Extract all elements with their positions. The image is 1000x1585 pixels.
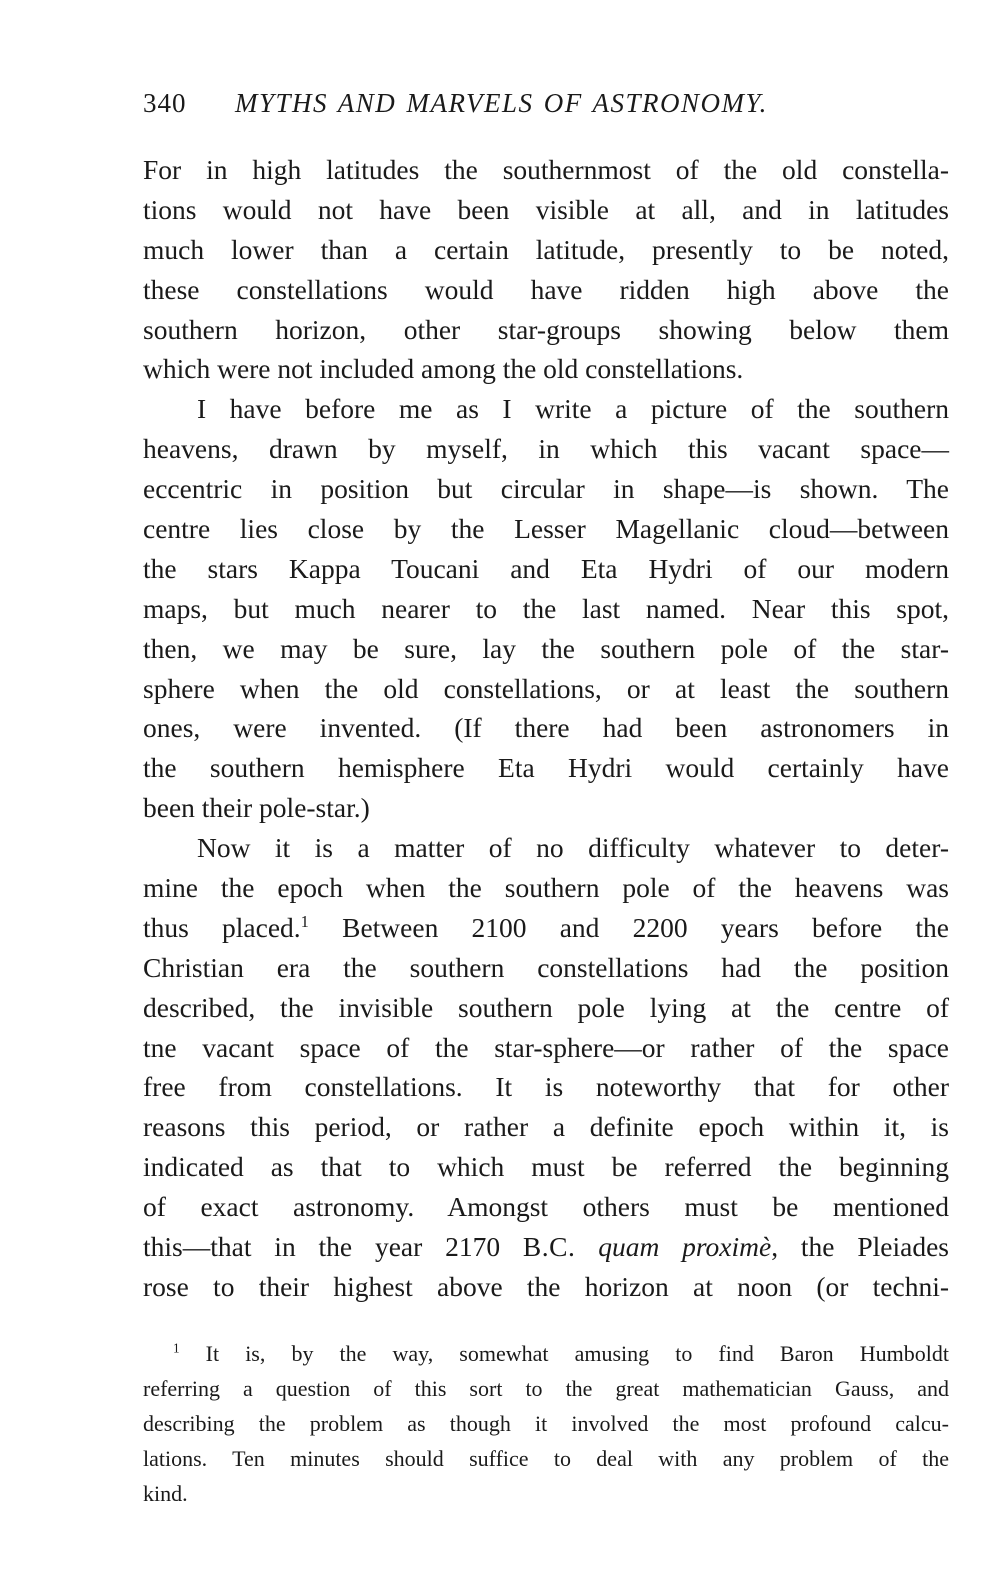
footnote-line: lations. Ten minutes should suffice to deal with any problem of the xyxy=(143,1446,949,1471)
footnote-line: describing the problem as though it involved the most profound calcu- xyxy=(143,1411,949,1436)
text-line: rose to their highest above the horizon at noon (or techni- xyxy=(143,1270,949,1302)
text-line: centre lies close by the Lesser Magellanic cloud—between xyxy=(143,513,949,545)
text-line: of exact astronomy. Amongst others must be mentioned xyxy=(143,1191,949,1223)
footnote xyxy=(143,1336,949,1511)
text-line: the stars Kappa Toucani and Eta Hydri of our modern xyxy=(143,552,949,584)
text-line: reasons this period, or rather a definite epoch within it, is xyxy=(143,1111,949,1143)
text-line: the southern hemisphere Eta Hydri would certainly have xyxy=(143,752,949,784)
footnote-reference: 1 xyxy=(300,911,309,931)
text-line: southern horizon, other star-groups showing below them xyxy=(143,313,949,345)
text-line: heavens, drawn by myself, in which this vacant space— xyxy=(143,433,949,465)
text-line: then, we may be sure, lay the southern pole of the star- xyxy=(143,632,949,664)
text-line: maps, but much nearer to the last named. Near this spot, xyxy=(143,592,949,624)
text-line: For in high latitudes the southernmost of the old constella- xyxy=(143,154,949,185)
running-title: MYTHS AND MARVELS OF ASTRONOMY. xyxy=(235,88,768,118)
body-text xyxy=(143,150,949,1307)
text-segment: Between 2100 and 2200 years before the xyxy=(308,911,949,943)
text-line: ones, were invented. (If there had been astronomers in xyxy=(143,712,949,744)
text-line: described, the invisible southern pole lying at the centre of xyxy=(143,991,949,1023)
footnote-marker: 1 xyxy=(173,1340,180,1356)
text-line: which were not included among the old constellations. xyxy=(143,353,744,385)
text-line: Now it is a matter of no difficulty whatever to deter- xyxy=(197,832,949,864)
text-line: much lower than a certain latitude, presently to be noted, xyxy=(143,233,949,265)
page-number: 340 xyxy=(143,88,187,118)
latin-phrase: quam proximè xyxy=(598,1231,772,1263)
era-abbreviation: B.C. xyxy=(522,1231,576,1263)
text-line: tions would not have been visible at all, and in latitudes xyxy=(143,193,949,225)
text-segment: thus placed. xyxy=(143,911,301,943)
text-line xyxy=(143,908,949,948)
text-line: I have before me as I write a picture of the southern xyxy=(197,393,949,425)
text-line: tne vacant space of the star-sphere—or rather of the space xyxy=(143,1031,949,1063)
text-line: these constellations would have ridden high above the xyxy=(143,273,949,305)
text-line: been their pole-star.) xyxy=(143,792,370,824)
page-header xyxy=(143,88,863,128)
text-line: Christian era the southern constellations had the position xyxy=(143,951,949,983)
footnote-text: It is, by the way, somewhat amusing to find Baron Humboldt xyxy=(179,1341,949,1366)
text-line: sphere when the old constellations, or at least the southern xyxy=(143,672,949,704)
text-segment: this—that in the year 2170 xyxy=(143,1231,523,1263)
text-segment: , the Pleiades xyxy=(771,1231,949,1263)
footnote-line: referring a question of this sort to the great mathematician Gauss, and xyxy=(143,1376,949,1401)
text-line xyxy=(143,1227,949,1267)
footnote-line: kind. xyxy=(143,1481,188,1506)
text-line: free from constellations. It is noteworthy that for other xyxy=(143,1071,949,1103)
text-line: indicated as that to which must be referred the beginning xyxy=(143,1151,949,1183)
footnote-line xyxy=(143,1336,949,1371)
text-line: mine the epoch when the southern pole of the heavens was xyxy=(143,872,949,904)
text-line: eccentric in position but circular in shape—is shown. The xyxy=(143,473,949,505)
